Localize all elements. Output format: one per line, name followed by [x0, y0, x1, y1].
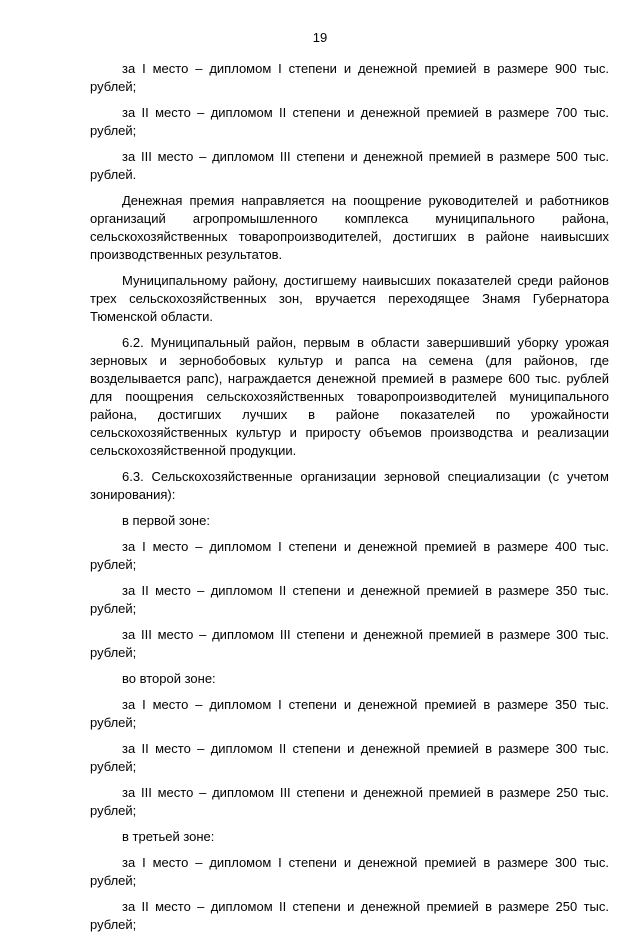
paragraph-zone3-1st: за I место – дипломом I степени и денежной премией в размере 300 тыс. рублей;: [90, 855, 609, 888]
paragraph-award-2nd-700: за II место – дипломом II степени и денежной премией в размере 700 тыс. рублей;: [90, 105, 609, 138]
paragraph-zone1-3rd: за III место – дипломом III степени и денежной премией в размере 300 тыс. рублей;: [90, 627, 609, 660]
paragraph-zone1-2nd: за II место – дипломом II степени и денежной премией в размере 350 тыс. рублей;: [90, 583, 609, 616]
paragraph-zone2-2nd: за II место – дипломом II степени и денежной премией в размере 300 тыс. рублей;: [90, 741, 609, 774]
zone-heading-third: в третьей зоне:: [122, 829, 215, 844]
paragraph-premium-purpose: Денежная премия направляется на поощрение руководителей и работников организаций агропромышленного комплекса муниципального района, сельскохозяйственных товаропроизводителей, достигших в районе наивысших производственных результатов.: [90, 193, 609, 262]
paragraph-award-3rd-500: за III место – дипломом III степени и денежной премией в размере 500 тыс. рублей.: [90, 149, 609, 182]
paragraph-zone2-3rd: за III место – дипломом III степени и денежной премией в размере 250 тыс. рублей;: [90, 785, 609, 818]
paragraph-zone3-2nd: за II место – дипломом II степени и денежной премией в размере 250 тыс. рублей;: [90, 899, 609, 932]
paragraph-governor-banner: Муниципальному району, достигшему наивысших показателей среди районов трех сельскохозяйственных зон, вручается переходящее Знамя Губернатора Тюменской области.: [90, 273, 609, 324]
zone-heading-first: в первой зоне:: [122, 513, 210, 528]
document-body: [90, 60, 609, 942]
paragraph-section-6-2: 6.2. Муниципальный район, первым в области завершивший уборку урожая зерновых и зернобобовых культур и рапса на семена (для районов, где возделывается рапс), награждается денежной премией в размере 600 тыс. рублей для поощрения сельскохозяйственных товаропроизводителей муниципального района, достигших лучших в районе показателей по урожайности сельскохозяйственных культур и приросту объемов производства и реализации сельскохозяйственной продукции.: [90, 335, 609, 458]
paragraph-section-6-3: 6.3. Сельскохозяйственные организации зерновой специализации (с учетом зонирования):: [90, 469, 609, 502]
zone-heading-second: во второй зоне:: [122, 671, 216, 686]
paragraph-zone2-1st: за I место – дипломом I степени и денежной премией в размере 350 тыс. рублей;: [90, 697, 609, 730]
paragraph-zone1-1st: за I место – дипломом I степени и денежной премией в размере 400 тыс. рублей;: [90, 539, 609, 572]
paragraph-award-1st-900: за I место – дипломом I степени и денежной премией в размере 900 тыс. рублей;: [90, 61, 609, 94]
page-number: 19: [312, 30, 328, 45]
